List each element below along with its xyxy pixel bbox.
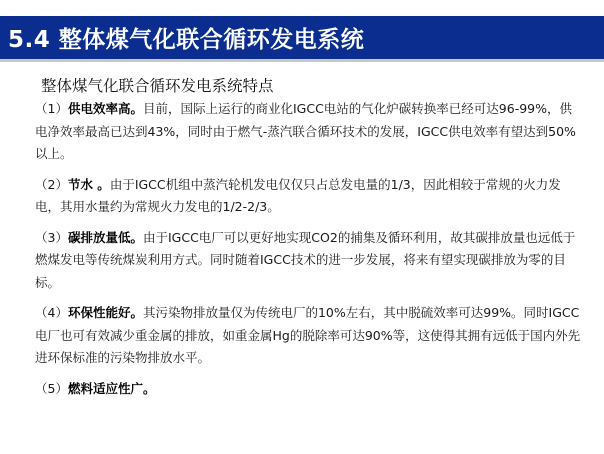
feature-item-environmental xyxy=(35,302,583,370)
feature-heading: 供电效率高。 xyxy=(67,101,143,116)
feature-heading: 环保性能好。 xyxy=(67,305,143,320)
feature-item-efficiency xyxy=(35,98,583,166)
feature-item-low-carbon xyxy=(35,227,583,295)
feature-heading: 节水 。 xyxy=(67,176,110,192)
feature-number: （1） xyxy=(35,101,68,116)
feature-list xyxy=(35,98,583,408)
feature-number: （5） xyxy=(35,380,68,396)
feature-item-water-saving xyxy=(35,174,583,219)
slide-title-bar xyxy=(0,16,604,62)
section-subheading: 整体煤气化联合循环发电系统特点 xyxy=(41,77,274,95)
feature-heading: 燃料适应性广。 xyxy=(67,380,156,396)
feature-number: （2） xyxy=(35,176,68,192)
feature-text: 其污染物排放量仅为传统电厂的10%左右，其中脱硫效率可达99%。同时IGCC电厂也可有效减少重金属的排放，如重金属Hg的脱除率可达90%等，这使得其拥有远低于国内外先进环保标准的污染物排放水平。 xyxy=(35,305,581,365)
feature-number: （3） xyxy=(35,229,68,245)
feature-text: 由于IGCC机组中蒸汽轮机发电仅仅只占总发电量的1/3，因此相较于常规的火力发电，其用水量约为常规火力发电的1/2-2/3。 xyxy=(35,176,561,214)
feature-text: 目前，国际上运行的商业化IGCC电站的气化炉碳转换率已经可达96-99%，供电净效率最高已达到43%，同时由于燃气-蒸汽联合循环技术的发展，IGCC供电效率有望达到50%以上。 xyxy=(35,101,576,161)
slide-title: 5.4 整体煤气化联合循环发电系统 xyxy=(8,27,365,53)
feature-number: （4） xyxy=(35,305,68,320)
feature-item-fuel-adaptability xyxy=(35,378,583,401)
feature-heading: 碳排放量低。 xyxy=(67,229,143,245)
feature-text: 由于IGCC电厂可以更好地实现CO2的捕集及循环利用，故其碳排放量也远低于燃煤发电等传统煤炭利用方式。同时随着IGCC技术的进一步发展，将来有望实现碳排放为零的目标。 xyxy=(35,229,576,290)
